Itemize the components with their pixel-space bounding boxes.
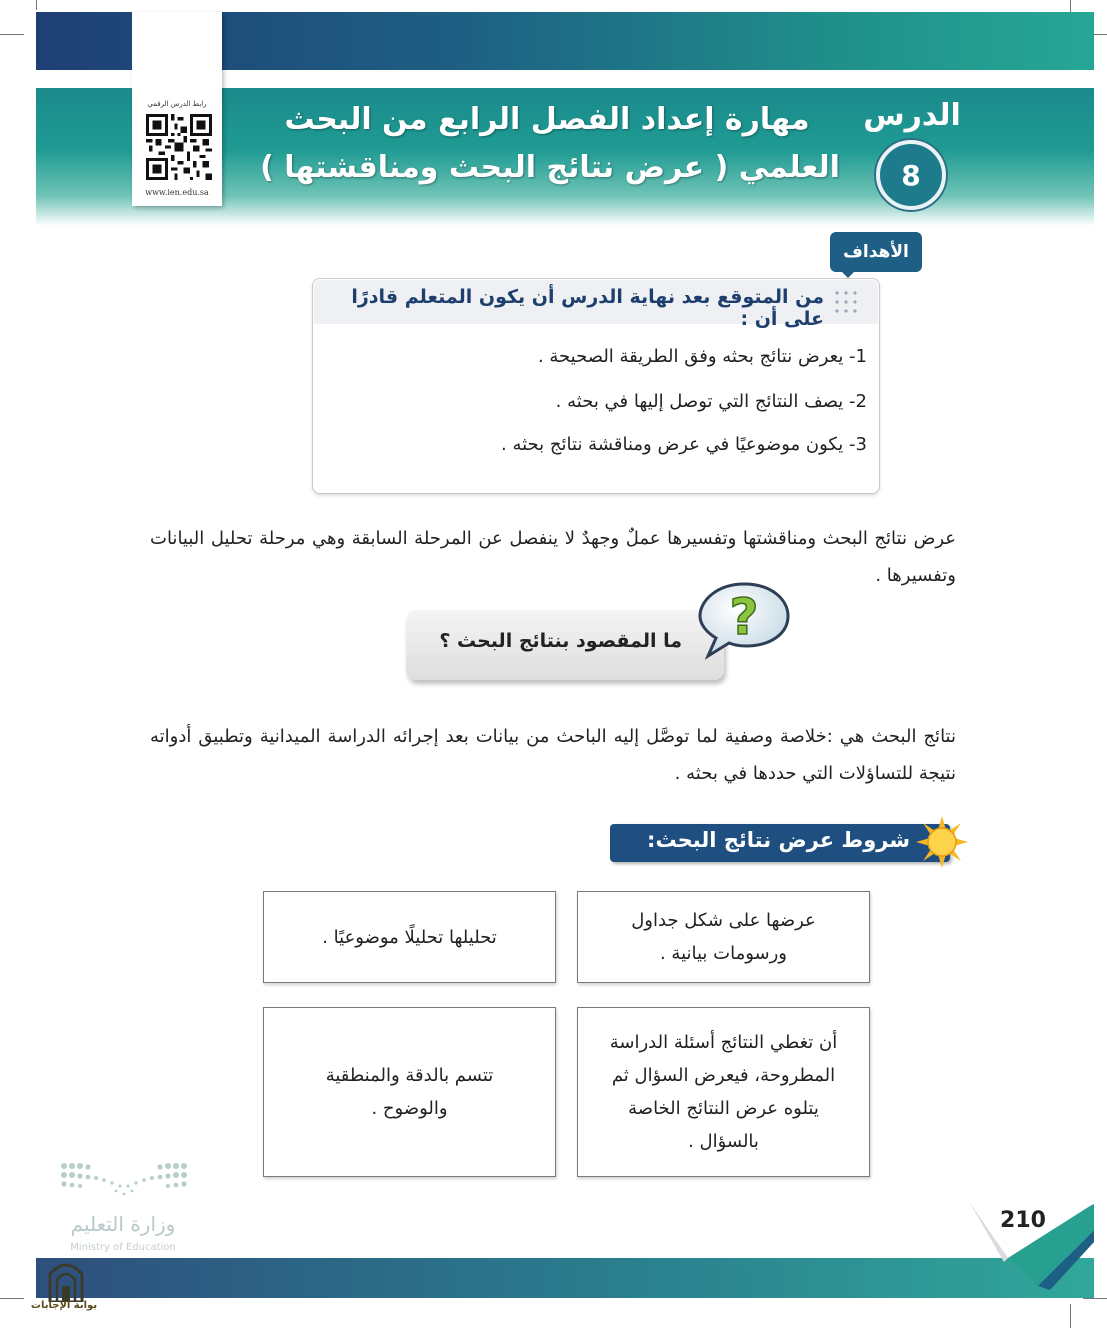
lesson-number-badge [876,140,946,210]
definition-paragraph: نتائج البحث هي :خلاصة وصفية لما توصَّل إليه الباحث من بيانات بعد إجرائه الدراسة الميدانية وتطبيق أدواته نتيجة للتساؤلات التي حددها في بحثه . [150,726,956,784]
crop-mark [1070,1304,1071,1328]
qr-code[interactable] [146,114,212,180]
page-number: 210 [1000,1208,1046,1233]
qr-caption: رابط الدرس الرقمي [147,100,207,108]
condition-text: تتسم بالدقة والمنطقية والوضوح . [325,1065,494,1119]
lesson-title-line-2: العلمي ( عرض نتائج البحث ومناقشتها ) [260,150,840,185]
condition-box [577,891,870,983]
conditions-title: شروط عرض نتائج البحث: [647,828,910,852]
qr-url[interactable]: www.ien.edu.sa [145,188,209,197]
intro-paragraph: عرض نتائج البحث ومناقشتها وتفسيرها عملٌ وجهدٌ لا ينفصل عن المرحلة السابقة وهي مرحلة تحليل البيانات وتفسيرها . [150,528,956,586]
condition-box [263,1007,556,1177]
lesson-label: الدرس [863,98,961,133]
objectives-tab: الأهداف [830,232,922,272]
condition-text: تحليلها تحليلًا موضوعيًا . [322,926,497,948]
objectives-tab-pointer [838,268,858,278]
crop-mark [0,1298,24,1299]
condition-text: أن تغطي النتائج أسئلة الدراسة المطروحة، فيعرض السؤال ثم يتلوه عرض النتائج الخاصة بالسؤال . [609,1032,838,1152]
objectives-intro: من المتوقع بعد نهاية الدرس أن يكون المتعلم قادرًا على أن : [351,286,824,330]
dots-icon [834,290,858,314]
lesson-number: 8 [901,158,921,192]
portal-watermark-text: بوابة الإجابات [30,1300,98,1311]
objective-item: 3- يكون موضوعيًا في عرض ومناقشة نتائج بحثه . [501,434,867,455]
crop-mark [36,0,37,10]
question-text: ما المقصود بنتائج البحث ؟ [439,630,682,652]
lesson-title-line-1: مهارة إعداد الفصل الرابع من البحث [284,102,810,137]
question-bubble-icon [696,578,792,664]
portal-logo-icon [44,1256,88,1302]
condition-text: عرضها على شكل جداول ورسومات بيانية . [631,910,816,964]
objective-item: 2- يصف النتائج التي توصل إليها في بحثه . [555,391,867,412]
objective-item: 1- يعرض نتائج بحثه وفق الطريقة الصحيحة . [537,346,867,367]
condition-box [263,891,556,983]
ministry-name-english: Ministry of Education [70,1242,176,1253]
svg-text:?: ? [729,588,759,646]
ministry-name-arabic: وزارة التعليم [70,1212,176,1236]
crop-mark [0,34,24,35]
condition-box [577,1007,870,1177]
footer-band [36,1258,1094,1298]
sun-icon [916,816,968,868]
